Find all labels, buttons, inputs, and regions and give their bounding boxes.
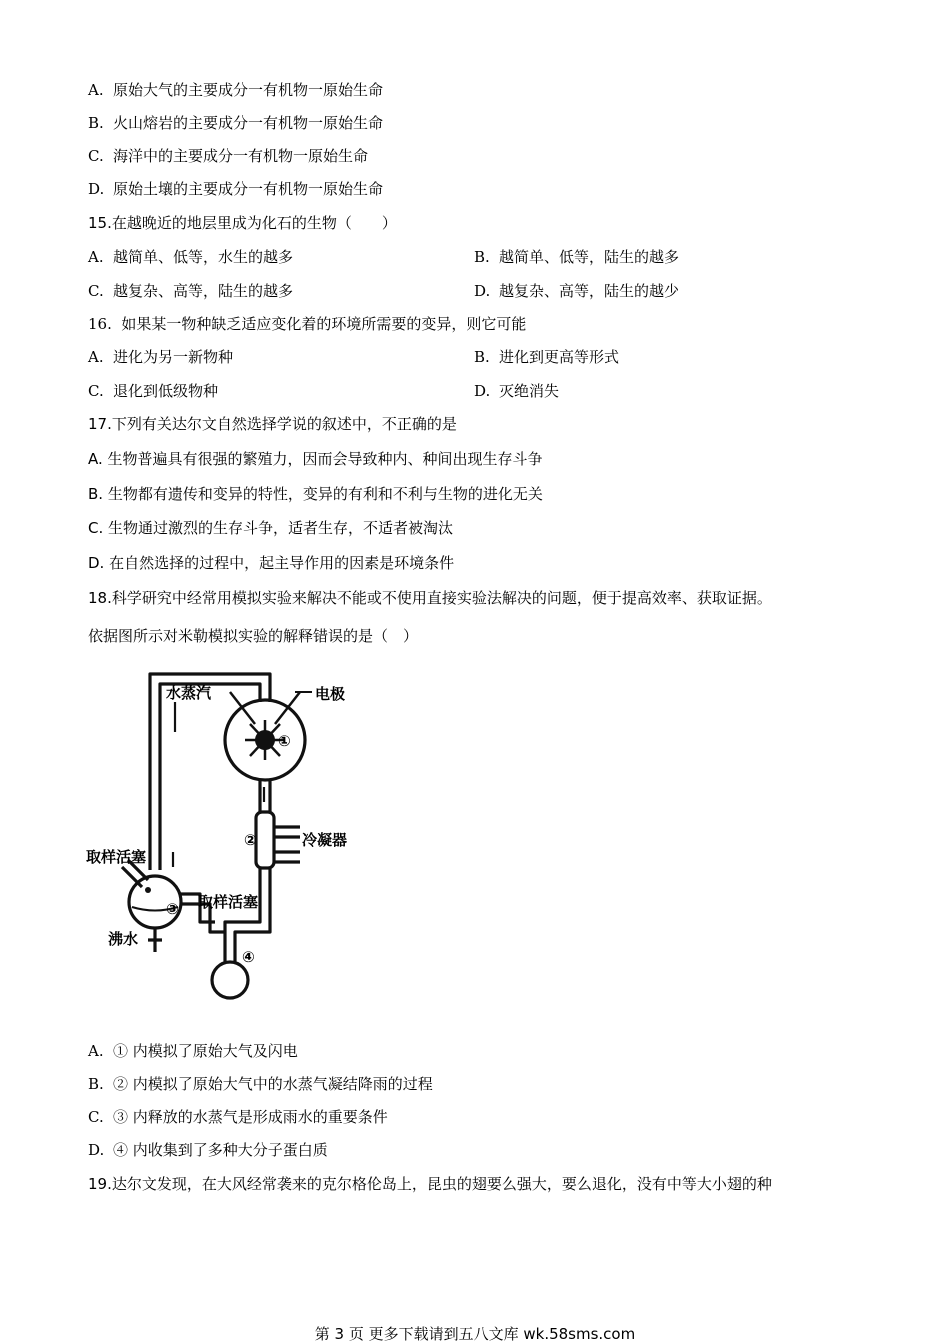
- q19-stem: 19.达尔文发现，在大风经常袭来的克尔格伦岛上，昆虫的翅要么强大，要么退化，没有中等大小翅的种: [88, 1175, 772, 1193]
- label-electrode: 电极: [315, 685, 346, 703]
- q17-option-b: B. 生物都有遗传和变异的特性，变异的有利和不利与生物的进化无关: [88, 485, 543, 503]
- q14-option-c: C. 海洋中的主要成分一有机物一原始生命: [88, 147, 369, 165]
- q15-option-a: A. 越简单、低等，水生的越多: [88, 248, 294, 266]
- q15-option-d: D. 越复杂、高等，陆生的越少: [474, 282, 680, 300]
- label-condenser: 冷凝器: [302, 831, 348, 849]
- q16-option-d: D. 灭绝消失: [474, 382, 560, 400]
- q17-option-c: C. 生物通过激烈的生存斗争，适者生存，不适者被淘汰: [88, 519, 454, 537]
- miller-experiment-diagram: [80, 662, 380, 1032]
- q16-stem: 16. 如果某一物种缺乏适应变化着的环境所需要的变异，则它可能: [88, 315, 527, 333]
- label-sample-valve-left: 取样活塞: [86, 848, 147, 866]
- q17-option-a: A. 生物普遍具有很强的繁殖力，因而会导致种内、种间出现生存斗争: [88, 450, 543, 468]
- q14-option-b: B. 火山熔岩的主要成分一有机物一原始生命: [88, 114, 384, 132]
- q18-option-a: A. ① 内模拟了原始大气及闪电: [88, 1042, 298, 1060]
- q18-stem-line2: 依据图所示对米勒模拟实验的解释错误的是（ ）: [88, 627, 419, 645]
- q18-option-c: C. ③ 内释放的水蒸气是形成雨水的重要条件: [88, 1108, 388, 1126]
- q14-option-a: A. 原始大气的主要成分一有机物一原始生命: [88, 81, 384, 99]
- q16-option-b: B. 进化到更高等形式: [474, 348, 620, 366]
- label-n2: ②: [244, 831, 257, 849]
- label-n4: ④: [242, 948, 255, 966]
- label-steam: 水蒸汽: [166, 684, 212, 702]
- q18-stem-line1: 18.科学研究中经常用模拟实验来解决不能或不使用直接实验法解决的问题，便于提高效率、获取证据。: [88, 589, 772, 607]
- label-sample-valve-right: 取样活塞: [198, 893, 259, 911]
- label-n3: ③: [166, 900, 179, 918]
- label-boiling-water: 沸水: [108, 930, 139, 948]
- q14-option-d: D. 原始土壤的主要成分一有机物一原始生命: [88, 180, 384, 198]
- q18-option-d: D. ④ 内收集到了多种大分子蛋白质: [88, 1141, 328, 1159]
- q18-option-b: B. ② 内模拟了原始大气中的水蒸气凝结降雨的过程: [88, 1075, 433, 1093]
- label-n1: ①: [278, 732, 291, 750]
- q15-option-c: C. 越复杂、高等，陆生的越多: [88, 282, 294, 300]
- q17-option-d: D. 在自然选择的过程中，起主导作用的因素是环境条件: [88, 554, 455, 572]
- q17-stem: 17.下列有关达尔文自然选择学说的叙述中，不正确的是: [88, 415, 457, 433]
- q16-option-c: C. 退化到低级物种: [88, 382, 219, 400]
- q15-stem: 15.在越晚近的地层里成为化石的生物（ ）: [88, 214, 397, 232]
- page-footer: 第 3 页 更多下载请到五八文库 wk.58sms.com: [314, 1325, 636, 1343]
- q16-option-a: A. 进化为另一新物种: [88, 348, 234, 366]
- q15-option-b: B. 越简单、低等，陆生的越多: [474, 248, 680, 266]
